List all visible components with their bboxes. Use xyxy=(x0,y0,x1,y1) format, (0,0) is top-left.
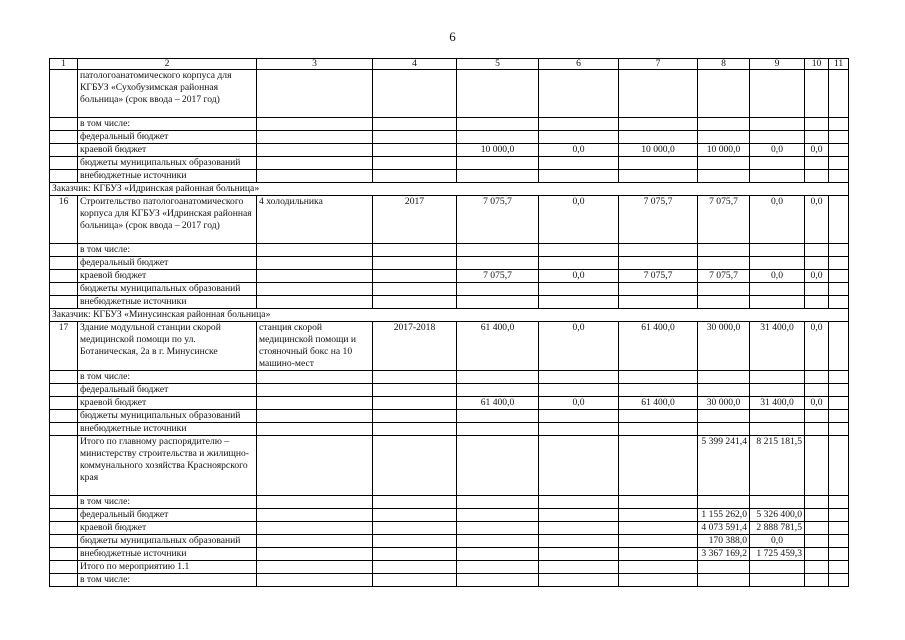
row-label: федеральный бюджет xyxy=(78,257,257,270)
row-label: внебюджетные источники xyxy=(78,296,257,309)
value-cell: 31 400,0 xyxy=(750,322,805,371)
table-row xyxy=(50,244,849,257)
total-label: Итого по главному распорядителю – министерству строительства и жилищно-коммунального хозяйства Красноярского края xyxy=(78,436,257,496)
row-label: в том числе: xyxy=(78,118,257,131)
value-cell: 0,0 xyxy=(750,535,805,548)
row-label: бюджеты муниципальных образований xyxy=(78,157,257,170)
value-cell: 0,0 xyxy=(539,196,619,244)
value-cell: 1 155 262,0 xyxy=(698,509,750,522)
table-row xyxy=(50,257,849,270)
value-cell: 0,0 xyxy=(805,144,829,157)
year: 2017 xyxy=(373,196,457,244)
table-row xyxy=(50,397,849,410)
value-cell: 0,0 xyxy=(805,196,829,244)
header-cell: 8 xyxy=(698,59,750,70)
value-cell: 0,0 xyxy=(539,270,619,283)
value-cell: 7 075,7 xyxy=(619,270,698,283)
row-number: 16 xyxy=(50,196,78,244)
row-label: федеральный бюджет xyxy=(78,131,257,144)
value-cell: 61 400,0 xyxy=(457,322,539,371)
row-label: краевой бюджет xyxy=(78,522,257,535)
table-row xyxy=(50,296,849,309)
page-number: 6 xyxy=(449,29,456,44)
row-label: внебюджетные источники xyxy=(78,423,257,436)
value-cell: 0,0 xyxy=(539,397,619,410)
capacity: станция скорой медицинской помощи и стояночный бокс на 10 машино-мест xyxy=(257,322,373,371)
table-row xyxy=(50,522,849,535)
object-name: Строительство патологоанатомического корпуса для КГБУЗ «Идринская районная больница» (срок ввода – 2017 год) xyxy=(78,196,257,244)
value-cell: 7 075,7 xyxy=(698,270,750,283)
object-name: Здание модульной станции скорой медицинской помощи по ул. Ботаническая, 2а в г. Минусинске xyxy=(78,322,257,371)
value-cell: 1 725 459,3 xyxy=(750,548,805,561)
value-cell: 61 400,0 xyxy=(457,397,539,410)
value-cell: 0,0 xyxy=(539,144,619,157)
value-cell: 4 073 591,4 xyxy=(698,522,750,535)
row-label: федеральный бюджет xyxy=(78,384,257,397)
customer-row xyxy=(50,183,849,196)
value-cell: 10 000,0 xyxy=(457,144,539,157)
value-cell: 7 075,7 xyxy=(619,196,698,244)
header-cell: 5 xyxy=(457,59,539,70)
header-cell: 9 xyxy=(750,59,805,70)
row-label: бюджеты муниципальных образований xyxy=(78,283,257,296)
header-cell: 11 xyxy=(829,59,849,70)
budget-table xyxy=(49,58,849,587)
header-cell: 2 xyxy=(78,59,257,70)
row-label: в том числе: xyxy=(78,496,257,509)
object-name: патологоанатомического корпуса для КГБУЗ «Сухобузимская районная больница» (срок ввода – 2017 год) xyxy=(78,70,257,118)
row-label: внебюджетные источники xyxy=(78,170,257,183)
value-cell: 30 000,0 xyxy=(698,397,750,410)
row-label: краевой бюджет xyxy=(78,144,257,157)
header-cell: 4 xyxy=(373,59,457,70)
table-row xyxy=(50,574,849,587)
value-cell: 0,0 xyxy=(805,397,829,410)
table-row xyxy=(50,157,849,170)
value-cell: 0,0 xyxy=(750,196,805,244)
table-row xyxy=(50,535,849,548)
table-row xyxy=(50,509,849,522)
header-cell: 6 xyxy=(539,59,619,70)
customer-label: Заказчик: КГБУЗ «Минусинская районная больница» xyxy=(50,309,849,322)
table-row xyxy=(50,436,849,496)
value-cell: 7 075,7 xyxy=(457,196,539,244)
value-cell: 0,0 xyxy=(750,144,805,157)
row-label: бюджеты муниципальных образований xyxy=(78,535,257,548)
table-row xyxy=(50,548,849,561)
value-cell: 61 400,0 xyxy=(619,322,698,371)
table-row xyxy=(50,196,849,244)
row-number: 17 xyxy=(50,322,78,371)
table-row xyxy=(50,144,849,157)
value-cell: 61 400,0 xyxy=(619,397,698,410)
value-cell: 5 399 241,4 xyxy=(698,436,750,496)
value-cell: 30 000,0 xyxy=(698,322,750,371)
header-cell: 3 xyxy=(257,59,373,70)
table-row xyxy=(50,322,849,371)
value-cell: 5 326 400,0 xyxy=(750,509,805,522)
header-cell: 7 xyxy=(619,59,698,70)
table-row xyxy=(50,371,849,384)
table-row xyxy=(50,131,849,144)
customer-row xyxy=(50,309,849,322)
row-label: федеральный бюджет xyxy=(78,509,257,522)
value-cell: 3 367 169,2 xyxy=(698,548,750,561)
header-cell: 10 xyxy=(805,59,829,70)
value-cell: 7 075,7 xyxy=(457,270,539,283)
table-row xyxy=(50,423,849,436)
row-label: краевой бюджет xyxy=(78,270,257,283)
capacity: 4 холодильника xyxy=(257,196,373,244)
value-cell: 0,0 xyxy=(750,270,805,283)
row-label: в том числе: xyxy=(78,244,257,257)
table-row xyxy=(50,410,849,423)
table-row xyxy=(50,118,849,131)
header-row xyxy=(50,59,849,70)
table-row xyxy=(50,170,849,183)
table-row xyxy=(50,270,849,283)
row-label: бюджеты муниципальных образований xyxy=(78,410,257,423)
value-cell: 10 000,0 xyxy=(619,144,698,157)
table-row xyxy=(50,384,849,397)
customer-label: Заказчик: КГБУЗ «Идринская районная больница» xyxy=(50,183,849,196)
value-cell: 10 000,0 xyxy=(698,144,750,157)
value-cell: 7 075,7 xyxy=(698,196,750,244)
row-label: в том числе: xyxy=(78,371,257,384)
value-cell: 0,0 xyxy=(805,322,829,371)
header-cell: 1 xyxy=(50,59,78,70)
table-row xyxy=(50,496,849,509)
total-label: Итого по мероприятию 1.1 xyxy=(78,561,257,574)
value-cell: 31 400,0 xyxy=(750,397,805,410)
row-label: краевой бюджет xyxy=(78,397,257,410)
row-label: внебюджетные источники xyxy=(78,548,257,561)
value-cell: 0,0 xyxy=(805,270,829,283)
row-label: в том числе: xyxy=(78,574,257,587)
table-row xyxy=(50,561,849,574)
table-row xyxy=(50,70,849,118)
year: 2017-2018 xyxy=(373,322,457,371)
value-cell: 0,0 xyxy=(539,322,619,371)
table-row xyxy=(50,283,849,296)
value-cell: 2 888 781,5 xyxy=(750,522,805,535)
value-cell: 170 388,0 xyxy=(698,535,750,548)
value-cell: 8 215 181,5 xyxy=(750,436,805,496)
